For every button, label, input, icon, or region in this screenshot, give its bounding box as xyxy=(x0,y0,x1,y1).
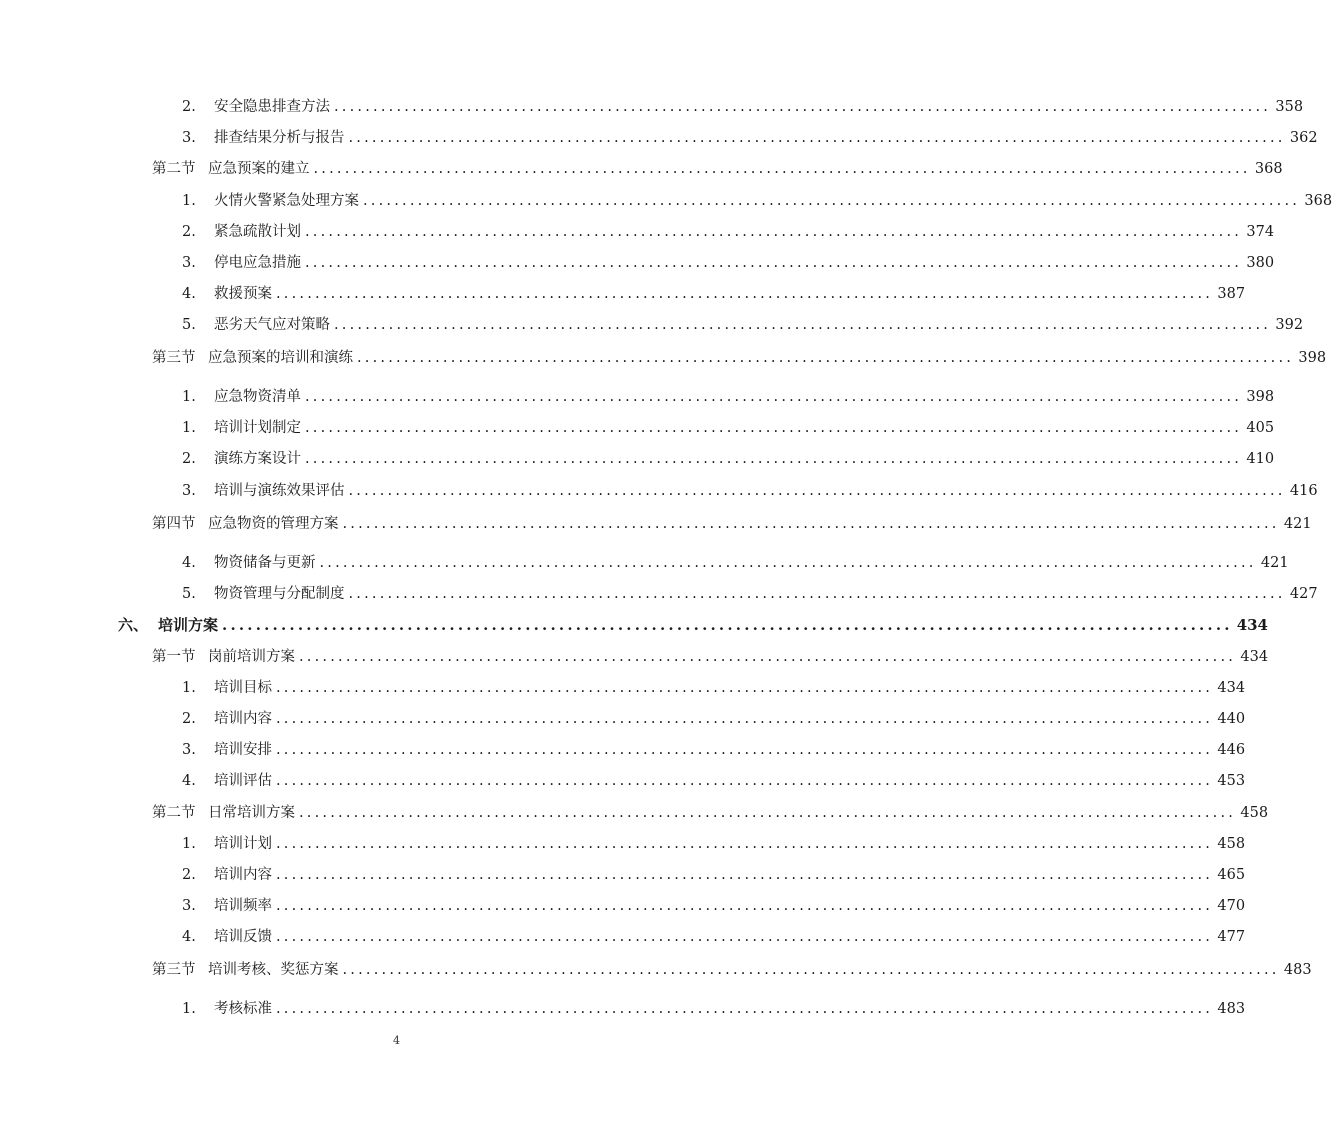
toc-number: 4. xyxy=(182,286,196,302)
toc-item[interactable] xyxy=(182,96,1304,118)
toc-item[interactable] xyxy=(182,314,1304,336)
toc-page-number: 477 xyxy=(1217,929,1246,945)
dot-leader: ........................................................................................................................ xyxy=(276,929,1214,945)
toc-page-number: 458 xyxy=(1217,836,1246,852)
toc-item[interactable] xyxy=(182,386,1275,408)
toc-page-number: 458 xyxy=(1240,805,1269,821)
toc-number: 1. xyxy=(182,193,196,209)
toc-page-number: 368 xyxy=(1254,161,1283,177)
toc-page-number: 368 xyxy=(1304,193,1332,209)
toc-item[interactable] xyxy=(182,127,1318,149)
toc-item[interactable] xyxy=(182,864,1246,886)
dot-leader: ........................................................................................................................ xyxy=(313,161,1251,177)
toc-page-number: 398 xyxy=(1246,389,1275,405)
toc-number: 2. xyxy=(182,711,196,727)
toc-number: 第三节 xyxy=(152,350,196,366)
toc-title: 紧急疏散计划 xyxy=(214,224,301,240)
dot-leader: ........................................................................................................................ xyxy=(276,898,1214,914)
toc-page-number: 483 xyxy=(1217,1001,1246,1017)
dot-leader: ........................................................................................................................ xyxy=(299,649,1237,665)
toc-page-number: 358 xyxy=(1275,99,1304,115)
toc-item[interactable] xyxy=(182,417,1275,439)
toc-number: 4. xyxy=(182,555,196,571)
toc-title: 培训目标 xyxy=(214,680,272,696)
toc-number: 3. xyxy=(182,898,196,914)
toc-number: 第三节 xyxy=(152,962,196,978)
dot-leader: ........................................................................................................................ xyxy=(276,836,1214,852)
toc-number: 1. xyxy=(182,389,196,405)
toc-page-number: 446 xyxy=(1217,742,1246,758)
toc-number: 3. xyxy=(182,255,196,271)
toc-number: 2. xyxy=(182,224,196,240)
toc-number: 3. xyxy=(182,483,196,499)
toc-number: 六、 xyxy=(118,616,149,634)
toc-page-number: 483 xyxy=(1283,962,1312,978)
toc-number: 2. xyxy=(182,867,196,883)
toc-title: 日常培训方案 xyxy=(208,805,295,821)
toc-page-number: 434 xyxy=(1240,649,1269,665)
toc-title: 火情火警紧急处理方案 xyxy=(214,193,359,209)
toc-title: 培训计划制定 xyxy=(214,420,301,436)
toc-title: 岗前培训方案 xyxy=(208,649,295,665)
toc-item[interactable] xyxy=(182,448,1275,470)
toc-title: 安全隐患排查方法 xyxy=(214,99,330,115)
toc-page-number: 410 xyxy=(1246,451,1275,467)
toc-title: 培训反馈 xyxy=(214,929,272,945)
toc-page-number: 470 xyxy=(1217,898,1246,914)
toc-item[interactable] xyxy=(182,739,1246,761)
toc-title: 应急预案的培训和演练 xyxy=(208,350,353,366)
dot-leader: ........................................................................................................................ xyxy=(276,711,1214,727)
toc-number: 1. xyxy=(182,1001,196,1017)
toc-title: 培训与演练效果评估 xyxy=(214,483,345,499)
toc-section[interactable] xyxy=(152,959,1312,981)
toc-title: 考核标准 xyxy=(214,1001,272,1017)
dot-leader: ........................................................................................................................ xyxy=(305,451,1243,467)
dot-leader: ........................................................................................................................ xyxy=(305,389,1243,405)
dot-leader: ........................................................................................................................ xyxy=(319,555,1257,571)
toc-page-number: 421 xyxy=(1283,516,1312,532)
toc-title: 应急预案的建立 xyxy=(208,161,310,177)
toc-page-number: 434 xyxy=(1236,616,1268,634)
toc-number: 1. xyxy=(182,836,196,852)
toc-number: 1. xyxy=(182,420,196,436)
toc-section[interactable] xyxy=(152,347,1327,369)
dot-leader: ........................................................................................................................ xyxy=(276,742,1214,758)
toc-title: 培训计划 xyxy=(214,836,272,852)
toc-number: 1. xyxy=(182,680,196,696)
dot-leader: ........................................................................................................................ xyxy=(276,286,1214,302)
dot-leader: ........................................................................................................................ xyxy=(305,255,1243,271)
dot-leader: ........................................................................................................................ xyxy=(342,516,1280,532)
dot-leader: ........................................................................................................................ xyxy=(276,773,1214,789)
toc-number: 2. xyxy=(182,99,196,115)
dot-leader: ........................................................................................................................ xyxy=(276,680,1214,696)
toc-number: 5. xyxy=(182,317,196,333)
dot-leader: ........................................................................................................................ xyxy=(357,350,1295,366)
dot-leader: ........................................................................................................................ xyxy=(305,420,1243,436)
toc-page-number: 416 xyxy=(1289,483,1318,499)
toc-title: 演练方案设计 xyxy=(214,451,301,467)
dot-leader: ........................................................................................................................ xyxy=(299,805,1237,821)
toc-title: 救援预案 xyxy=(214,286,272,302)
dot-leader: ........................................................................................................................ xyxy=(222,616,1233,634)
toc-page-number: 398 xyxy=(1298,350,1327,366)
toc-item[interactable] xyxy=(182,833,1246,855)
toc-title: 培训内容 xyxy=(214,711,272,727)
toc-section[interactable] xyxy=(152,802,1269,824)
dot-leader: ........................................................................................................................ xyxy=(305,224,1243,240)
toc-item[interactable] xyxy=(182,708,1246,730)
toc-item[interactable] xyxy=(182,770,1246,792)
toc-number: 第二节 xyxy=(152,805,196,821)
toc-item[interactable] xyxy=(182,895,1246,917)
page-number: 4 xyxy=(393,1034,400,1047)
toc-number: 5. xyxy=(182,586,196,602)
toc-page-number: 405 xyxy=(1246,420,1275,436)
toc-page-number: 387 xyxy=(1217,286,1246,302)
toc-item[interactable] xyxy=(182,480,1318,502)
toc-page-number: 453 xyxy=(1217,773,1246,789)
toc-page-number: 421 xyxy=(1260,555,1289,571)
toc-number: 4. xyxy=(182,929,196,945)
toc-number: 4. xyxy=(182,773,196,789)
dot-leader: ........................................................................................................................ xyxy=(334,317,1272,333)
toc-title: 恶劣天气应对策略 xyxy=(214,317,330,333)
toc-number: 3. xyxy=(182,742,196,758)
toc-page-number: 465 xyxy=(1217,867,1246,883)
toc-title: 培训评估 xyxy=(214,773,272,789)
toc-section[interactable] xyxy=(152,513,1312,535)
toc-item[interactable] xyxy=(182,926,1246,948)
toc-item[interactable] xyxy=(182,221,1275,243)
dot-leader: ........................................................................................................................ xyxy=(348,586,1286,602)
toc-page-number: 392 xyxy=(1275,317,1304,333)
dot-leader: ........................................................................................................................ xyxy=(276,867,1214,883)
toc-number: 第四节 xyxy=(152,516,196,532)
dot-leader: ........................................................................................................................ xyxy=(348,483,1286,499)
toc-item[interactable] xyxy=(182,998,1246,1020)
dot-leader: ........................................................................................................................ xyxy=(342,962,1280,978)
toc-title: 物资管理与分配制度 xyxy=(214,586,345,602)
toc-chapter[interactable] xyxy=(118,614,1268,636)
toc-title: 培训内容 xyxy=(214,867,272,883)
toc-item[interactable] xyxy=(182,583,1318,605)
toc-title: 应急物资的管理方案 xyxy=(208,516,339,532)
toc-title: 停电应急措施 xyxy=(214,255,301,271)
toc-page-number: 362 xyxy=(1289,130,1318,146)
toc-title: 培训考核、奖惩方案 xyxy=(208,962,339,978)
toc-item[interactable] xyxy=(182,252,1275,274)
toc-page-number: 440 xyxy=(1217,711,1246,727)
toc-number: 2. xyxy=(182,451,196,467)
toc-title: 排查结果分析与报告 xyxy=(214,130,345,146)
toc-page-number: 374 xyxy=(1246,224,1275,240)
toc-title: 培训频率 xyxy=(214,898,272,914)
toc-title: 培训方案 xyxy=(158,616,219,634)
toc-number: 第一节 xyxy=(152,649,196,665)
dot-leader: ........................................................................................................................ xyxy=(334,99,1272,115)
toc-page-number: 427 xyxy=(1289,586,1318,602)
toc-title: 应急物资清单 xyxy=(214,389,301,405)
toc-number: 第二节 xyxy=(152,161,196,177)
toc-title: 物资储备与更新 xyxy=(214,555,316,571)
dot-leader: ........................................................................................................................ xyxy=(363,193,1301,209)
toc-item[interactable] xyxy=(182,677,1246,699)
dot-leader: ........................................................................................................................ xyxy=(348,130,1286,146)
toc-item[interactable] xyxy=(182,283,1246,305)
toc-page-number: 434 xyxy=(1217,680,1246,696)
toc-title: 培训安排 xyxy=(214,742,272,758)
dot-leader: ........................................................................................................................ xyxy=(276,1001,1214,1017)
toc-section[interactable] xyxy=(152,646,1269,668)
toc-section[interactable] xyxy=(152,158,1283,180)
toc-item[interactable] xyxy=(182,552,1289,574)
toc-item[interactable] xyxy=(182,190,1332,212)
toc-number: 3. xyxy=(182,130,196,146)
toc-page-number: 380 xyxy=(1246,255,1275,271)
